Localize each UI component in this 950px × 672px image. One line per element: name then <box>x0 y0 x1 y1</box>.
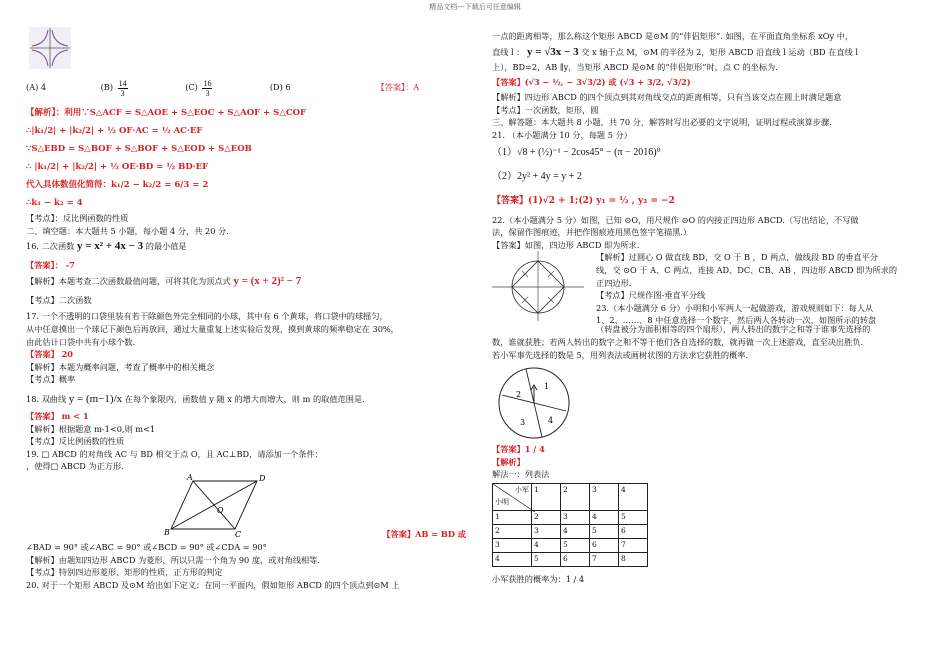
table-header-cell: 2 <box>561 483 590 510</box>
kaodian-22: 【考点】尺规作图-垂直平分线 <box>596 290 706 301</box>
spinner-figure <box>496 365 572 441</box>
table-header-cell: 1 <box>532 483 561 510</box>
table-cell: 4 <box>532 538 561 552</box>
table-row <box>493 483 648 510</box>
question-18: 18. 双曲线 y = (m−1)/x 在每个象限内，函数值 y 随 x 的增大而增大，则 m 的取值范围是. <box>26 392 365 405</box>
table-cell: 8 <box>619 552 648 566</box>
question-17-line: 由此估计口袋中共有小球个数. <box>26 336 136 347</box>
hyperbola-figure <box>28 26 72 70</box>
analysis-16: 【解析】本题考查二次函数最值问题，可将其化为顶点式 y = (x + 2)² − 7 <box>26 274 302 287</box>
question-22-line1: 22.（本小题满分 5 分）如图，已知 ⊙O，用尺规作 ⊙O 的内接正四边形 ABCD.（写出结论，不写做 <box>492 214 859 225</box>
table-cell: 6 <box>561 552 590 566</box>
question-21-2: （2）2y² + 4y = y + 2 <box>492 170 582 182</box>
answer-23: 【答案】1 / 4 <box>492 444 545 455</box>
table-cell: 5 <box>532 552 561 566</box>
answer-19-cont: ∠BAD = 90° 或∠ABC = 90° 或∠BCD = 90° 或∠CDA = 90° <box>26 541 267 552</box>
table-cell: 5 <box>619 510 648 524</box>
question-23-line: （转盘被分为面积相等的四个扇形），两人转出的数字之和等于谁事先选择的 <box>596 324 871 335</box>
vertex-label: D <box>259 473 266 483</box>
row-header-cell: 1 <box>493 510 532 524</box>
kaodian-1: 【考点】：反比例函数的性质 <box>26 213 129 223</box>
analysis-line: 代入具体数值化简得：k₁/2 − k₂/2 = 6/3 = 2 <box>26 180 209 190</box>
option-a: (A) 4 <box>26 82 47 92</box>
table-header-cell: 4 <box>619 483 648 510</box>
table-cell: 5 <box>561 538 590 552</box>
question-20: 20. 对于一个矩形 ABCD 及⊙M 给出如下定义：在同一平面内，假如矩形 ABCD 的四个顶点到⊙M 上 <box>26 579 400 590</box>
analysis-18: 【解析】根据题意 m-1<0,则 m<1 <box>26 423 156 434</box>
question-20-line2: 直线 l ： y = √3x − 3 交 x 轴于点 M，⊙M 的半径为 2，矩形 ABCD 沿直线 l 运动（BD 在直线 l <box>492 45 858 58</box>
answer-18: 【答案】 m < 1 <box>26 410 89 421</box>
table-cell: 4 <box>561 524 590 538</box>
analysis-line: ∴ |k₁/2| + |k₂/2| + ½ OE·BD = ½ BD·EF <box>26 162 209 172</box>
answer-20: 【答案】(√3 − ½, − 3√3/2) 或 (√3 + 3/2, √3/2) <box>492 77 691 88</box>
page-header: 精品文档---下载后可任意编辑 <box>429 3 521 11</box>
kaodian-17: 【考点】概率 <box>26 374 76 385</box>
method-1: 解法一：列表法 <box>492 469 550 480</box>
vertex-label: A <box>187 472 193 482</box>
inscribed-square-figure <box>492 251 584 321</box>
table-cell: 4 <box>590 510 619 524</box>
question-21-1: （1）√8 + (½)⁻¹ − 2cos45° − (π − 2016)⁰ <box>492 146 661 158</box>
analysis-23: 【解析】 <box>492 456 525 467</box>
analysis-line: ∵S△EBD = S△BOF + S△BOF + S△EOD + S△EOB <box>26 144 252 154</box>
question-23-line: 1、2、……、8 中任意选择一个数字，然后两人各转动一次，如图所示的转盘 <box>596 315 877 326</box>
analysis-22-line: 【解析】过圆心 O 做直线 BD，交 O 于 B ，D 两点，做线段 BD 的垂直平分 <box>596 252 878 263</box>
kaodian-20: 【考点】一次函数，矩形，圆 <box>492 104 599 115</box>
row-header-cell: 4 <box>493 552 532 566</box>
conclusion: 小军获胜的概率为：1 / 4 <box>492 573 585 584</box>
section-3-heading: 三、解答题：本大题共 8 小题，共 70 分，解答时写出必要的文字说明，证明过程或演算步骤. <box>492 117 832 128</box>
analysis-19: 【解析】由题知四边形 ABCD 为菱形，所以只需一个角为 90 度，或对角线相等. <box>26 554 320 565</box>
question-20-line: 一点的距离相等，那么称这个矩形 ABCD 是⊙M 的“伴侣矩形”. 如图，在平面直角坐标系 xOy 中， <box>492 31 854 41</box>
kaodian-19: 【考点】特别四边形菱形、矩形的性质，正方形的判定 <box>26 567 223 578</box>
answer-21: 【答案】(1)√2 + 1;(2) y₁ = ½ , y₂ = −2 <box>492 195 675 206</box>
table-cell: 3 <box>561 510 590 524</box>
table-row <box>493 552 648 566</box>
table-row <box>493 524 648 538</box>
answer-22: 【答案】如图，四边形 ABCD 即为所求. <box>492 239 640 250</box>
table-row <box>493 510 648 524</box>
left-column <box>26 14 466 591</box>
right-column <box>492 14 932 586</box>
question-20-line: 上），BD=2，AB ∥y，当矩形 ABCD 是⊙M 的“伴侣矩形”时，点 C 的坐标为. <box>492 61 778 72</box>
analysis-line: ∴|k₁/2| + |k₂/2| + ½ OF·AC = ½ AC·EF <box>26 126 203 136</box>
row-header-cell: 2 <box>493 524 532 538</box>
question-21: 21. （本小题满分 10 分，每题 5 分） <box>492 129 632 140</box>
table-header-cell: 3 <box>590 483 619 510</box>
analysis-22-line: 线，交 ⊙O 于 A、C 两点，连接 AD、DC、CB、AB ，四边形 ABCD 即为所求的 <box>596 264 898 275</box>
question-16: 16. 二次函数 y = x² + 4x − 3 的最小值是 <box>26 240 187 253</box>
options-row <box>26 76 466 98</box>
table-cell: 3 <box>532 524 561 538</box>
spinner-label: 1 <box>544 382 550 392</box>
kaodian-16: 【考点】二次函数 <box>26 294 92 305</box>
table-row <box>493 538 648 552</box>
analysis-block <box>26 104 466 212</box>
question-17-line: 17. 一个不透明的口袋里装有若干除颜色外完全相同的小球，其中有 6 个黄球，将口袋中的球摇匀， <box>26 311 388 322</box>
table-cell: 7 <box>590 552 619 566</box>
question-19-line2: ，使得□ ABCD 为正方形. <box>26 461 124 472</box>
table-cell: 6 <box>590 538 619 552</box>
option-b: (B) $\frac{14}{3}$ <box>100 78 127 98</box>
corner-cell: 小军 小明 <box>493 483 532 510</box>
option-c: (C) $\frac{16}{3}$ <box>185 78 212 98</box>
section-2-heading: 二、填空题：本大题共 5 小题，每小题 4 分，共 20 分. <box>26 225 229 236</box>
analysis-22-line: 正四边形. <box>596 277 632 288</box>
spinner-label: 2 <box>516 390 522 400</box>
question-answer: 【答案】：A <box>376 82 420 92</box>
question-23-line: 23.（本小题满分 6 分）小明和小军两人一起做游戏，游戏规则如下：每人从 <box>596 302 874 313</box>
analysis-line: 【解析】：利用∵S△ACF = S△AOE + S△EOC + S△AOF + S△COF <box>26 108 307 118</box>
probability-table <box>492 483 648 567</box>
table-cell: 2 <box>532 510 561 524</box>
row-header-cell: 3 <box>493 538 532 552</box>
answer-17: 【答案】 20 <box>26 349 73 360</box>
question-23-line: 若小军事先选择的数是 5，用列表法或画树状图的方法求它获胜的概率. <box>492 349 749 360</box>
vertex-label: C <box>235 529 242 539</box>
option-d: (D) 6 <box>269 82 291 92</box>
analysis-17: 【解析】本题为概率问题，考查了概率中的相关概念 <box>26 361 215 372</box>
answer-19: 【答案】AB = BD 或 <box>382 529 466 540</box>
figure-19-row <box>26 473 466 541</box>
table-cell: 6 <box>619 524 648 538</box>
parallelogram-figure <box>161 473 271 539</box>
analysis-20: 【解析】四边形 ABCD 的四个顶点到其对角线交点的距离相等，只有当该交点在圆上时满足题意 <box>492 92 842 103</box>
question-17-line: 从中任意摸出一个球记下颜色后再放回，通过大量重复上述实验后发现，摸到黄球的频率稳定在 30%， <box>26 323 399 334</box>
question-22-line2: 法，保留作图痕迹，并把作图痕迹用黑色签字笔描黑.） <box>492 227 692 238</box>
answer-16: 【答案】： -7 <box>26 260 75 271</box>
vertex-label: O <box>217 505 224 515</box>
table-cell: 5 <box>590 524 619 538</box>
question-23-line: 数，谁就获胜；若两人转出的数字之和不等于他们各自选择的数，就再做一次上述游戏，直至决出胜负. <box>492 336 864 347</box>
q22-block <box>492 251 932 325</box>
spinner-label: 4 <box>548 416 554 426</box>
table-cell: 7 <box>619 538 648 552</box>
question-19-line1: 19. □ ABCD 的对角线 AC 与 BD 相交于点 O，且 AC⊥BD，请添加一个条件： <box>26 448 323 459</box>
kaodian-18: 【考点】反比例函数的性质 <box>26 436 125 447</box>
spinner-label: 3 <box>520 418 526 428</box>
analysis-line: ∴k₁ − k₂ = 4 <box>26 198 83 208</box>
vertex-label: B <box>164 527 170 537</box>
